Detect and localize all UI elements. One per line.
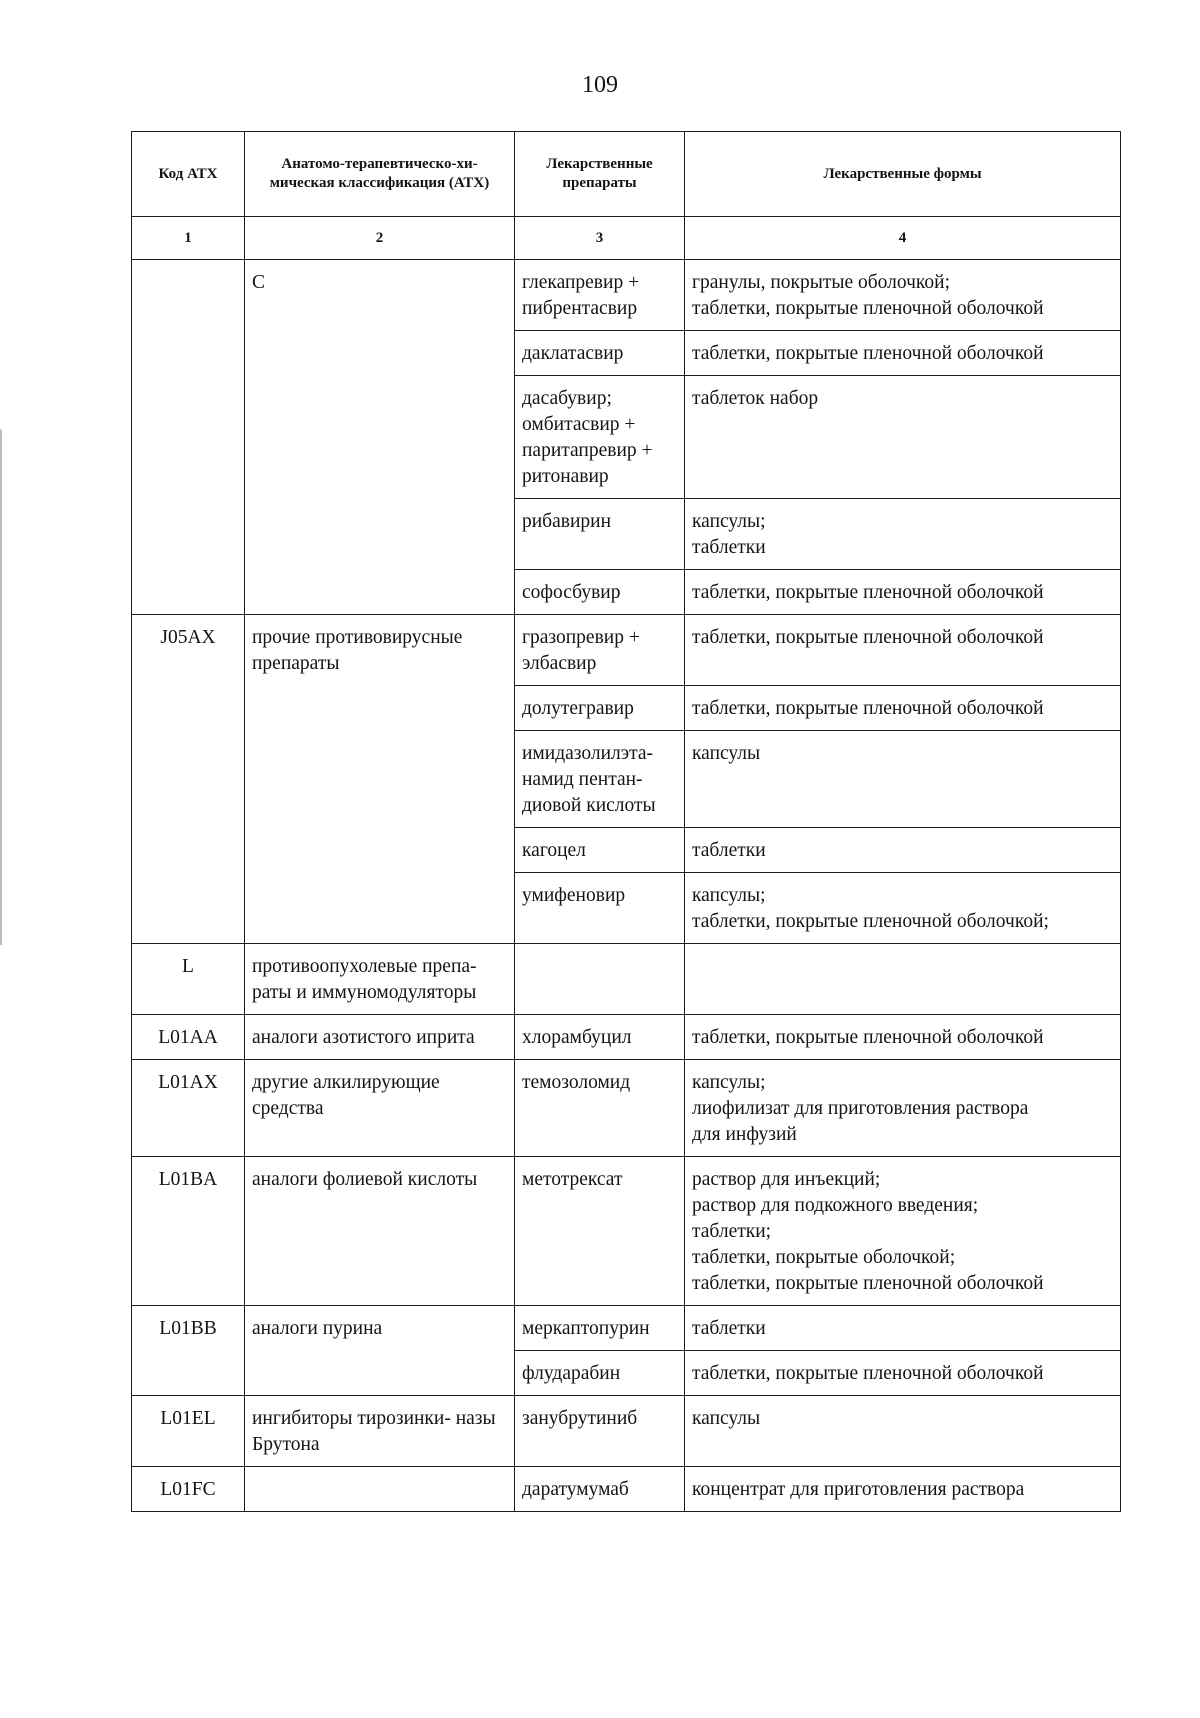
form-line: таблетки, покрытые пленочной оболочкой [692, 1273, 1044, 1294]
form-line: таблеток набор [692, 388, 819, 409]
column-number: 4 [685, 217, 1121, 260]
atx-code-cell [132, 260, 245, 615]
form-line: раствор для инъекций; [692, 1169, 881, 1190]
form-line: гранулы, покрытые оболочкой; [692, 272, 951, 293]
drug-cell [515, 331, 685, 376]
forms-cell [685, 828, 1121, 873]
drug-cell [515, 1467, 685, 1512]
forms-cell [685, 331, 1121, 376]
header-forms: Лекарственные формы [685, 132, 1121, 217]
column-number: 2 [245, 217, 515, 260]
drug-line: пибрентасвир [522, 298, 638, 319]
drug-line: флударабин [522, 1363, 621, 1384]
form-line: таблетки, покрытые пленочной оболочкой [692, 298, 1044, 319]
atx-name-cell: С [245, 260, 515, 615]
drug-line: омбитасвир + [522, 414, 636, 435]
table-row [132, 260, 1121, 331]
drug-line: паритапревир + [522, 440, 653, 461]
form-line: капсулы; [692, 511, 766, 532]
form-line: таблетки, покрытые оболочкой; [692, 1247, 956, 1268]
form-line: таблетки, покрытые пленочной оболочкой [692, 627, 1044, 648]
table-row [132, 944, 1121, 1015]
drug-line: хлорамбуцил [522, 1027, 632, 1048]
drug-line: меркаптопурин [522, 1318, 650, 1339]
drug-line: гразопревир + [522, 627, 640, 648]
forms-cell [685, 499, 1121, 570]
atx-table [131, 131, 1121, 1512]
form-line: таблетки, покрытые пленочной оболочкой [692, 698, 1044, 719]
forms-cell [685, 1015, 1121, 1060]
column-number: 3 [515, 217, 685, 260]
form-line: таблетки, покрытые пленочной оболочкой; [692, 911, 1049, 932]
drug-line: даклатасвир [522, 343, 624, 364]
drug-line: ритонавир [522, 466, 609, 487]
forms-cell [685, 873, 1121, 944]
column-number-row [132, 217, 1121, 260]
form-line: таблетки, покрытые пленочной оболочкой [692, 1363, 1044, 1384]
drug-cell [515, 1306, 685, 1351]
table-row [132, 615, 1121, 686]
forms-cell [685, 1396, 1121, 1467]
table-row [132, 1157, 1121, 1306]
table-row [132, 1467, 1121, 1512]
form-line: капсулы; [692, 885, 766, 906]
form-line: капсулы [692, 1408, 761, 1429]
atx-name-cell: аналоги пурина [245, 1306, 515, 1396]
atx-name-cell: ингибиторы тирозинки- назы Брутона [245, 1396, 515, 1467]
table-row [132, 1015, 1121, 1060]
form-line: таблетки, покрытые пленочной оболочкой [692, 343, 1044, 364]
atx-name-cell: другие алкилирующие средства [245, 1060, 515, 1157]
drug-line: долутегравир [522, 698, 634, 719]
drug-cell [515, 376, 685, 499]
table-header-row [132, 132, 1121, 217]
atx-code-cell: L01AX [132, 1060, 245, 1157]
drug-line: кагоцел [522, 840, 586, 861]
forms-cell [685, 615, 1121, 686]
atx-code-cell: L01BB [132, 1306, 245, 1396]
drug-cell [515, 1351, 685, 1396]
column-number: 1 [132, 217, 245, 260]
atx-code-cell: L01FC [132, 1467, 245, 1512]
forms-cell [685, 1157, 1121, 1306]
drug-cell [515, 260, 685, 331]
drug-line: элбасвир [522, 653, 597, 674]
form-line: капсулы; [692, 1072, 766, 1093]
drug-line: намид пентан- [522, 769, 643, 790]
form-line: концентрат для приготовления раствора [692, 1479, 1025, 1500]
form-line: таблетки [692, 537, 766, 558]
drug-line: темозоломид [522, 1072, 631, 1093]
header-code: Код АТХ [132, 132, 245, 217]
form-line: капсулы [692, 743, 761, 764]
forms-cell [685, 1060, 1121, 1157]
form-line: таблетки [692, 1318, 766, 1339]
atx-name-cell [245, 1467, 515, 1512]
form-line: таблетки, покрытые пленочной оболочкой [692, 1027, 1044, 1048]
drug-line: рибавирин [522, 511, 612, 532]
drug-line: метотрексат [522, 1169, 623, 1190]
drug-cell [515, 828, 685, 873]
drug-cell [515, 615, 685, 686]
atx-name-cell: противоопухолевые препа- раты и иммуномодуляторы [245, 944, 515, 1015]
drug-cell [515, 944, 685, 1015]
drug-cell [515, 1157, 685, 1306]
atx-code-cell: L01BA [132, 1157, 245, 1306]
form-line: таблетки [692, 840, 766, 861]
forms-cell [685, 1306, 1121, 1351]
forms-cell [685, 731, 1121, 828]
form-line: таблетки; [692, 1221, 772, 1242]
drug-cell [515, 686, 685, 731]
forms-cell [685, 1351, 1121, 1396]
drug-cell [515, 1060, 685, 1157]
drug-line: занубрутиниб [522, 1408, 638, 1429]
forms-cell [685, 944, 1121, 1015]
forms-cell [685, 1467, 1121, 1512]
atx-code-cell: L [132, 944, 245, 1015]
drug-line: имидазолилэта- [522, 743, 654, 764]
forms-cell [685, 376, 1121, 499]
atx-code-cell: L01AA [132, 1015, 245, 1060]
header-drugs: Лекарственные препараты [515, 132, 685, 217]
forms-cell [685, 260, 1121, 331]
drug-line: глекапревир + [522, 272, 640, 293]
drug-line: дасабувир; [522, 388, 612, 409]
atx-code-cell: L01EL [132, 1396, 245, 1467]
form-line: раствор для подкожного введения; [692, 1195, 979, 1216]
atx-code-cell: J05AX [132, 615, 245, 944]
form-line: таблетки, покрытые пленочной оболочкой [692, 582, 1044, 603]
drug-cell [515, 570, 685, 615]
drug-cell [515, 1015, 685, 1060]
atx-name-cell: прочие противовирусные препараты [245, 615, 515, 944]
atx-name-cell: аналоги азотистого иприта [245, 1015, 515, 1060]
table-row [132, 1396, 1121, 1467]
table-row [132, 1306, 1121, 1351]
table-row [132, 1060, 1121, 1157]
header-classification: Анатомо-терапевтическо-хи- мическая классификация (АТХ) [245, 132, 515, 217]
drug-cell [515, 731, 685, 828]
drug-cell [515, 873, 685, 944]
form-line: лиофилизат для приготовления раствора [692, 1098, 1029, 1119]
drug-cell [515, 499, 685, 570]
scan-edge-artifact [0, 0, 2, 1718]
drug-line: софосбувир [522, 582, 621, 603]
drug-line: даратумумаб [522, 1479, 629, 1500]
form-line: для инфузий [692, 1124, 797, 1145]
drug-line: диовой кислоты [522, 795, 656, 816]
drug-line: умифеновир [522, 885, 626, 906]
page-number: 109 [582, 72, 618, 98]
forms-cell [685, 570, 1121, 615]
forms-cell [685, 686, 1121, 731]
drug-cell [515, 1396, 685, 1467]
atx-name-cell: аналоги фолиевой кислоты [245, 1157, 515, 1306]
